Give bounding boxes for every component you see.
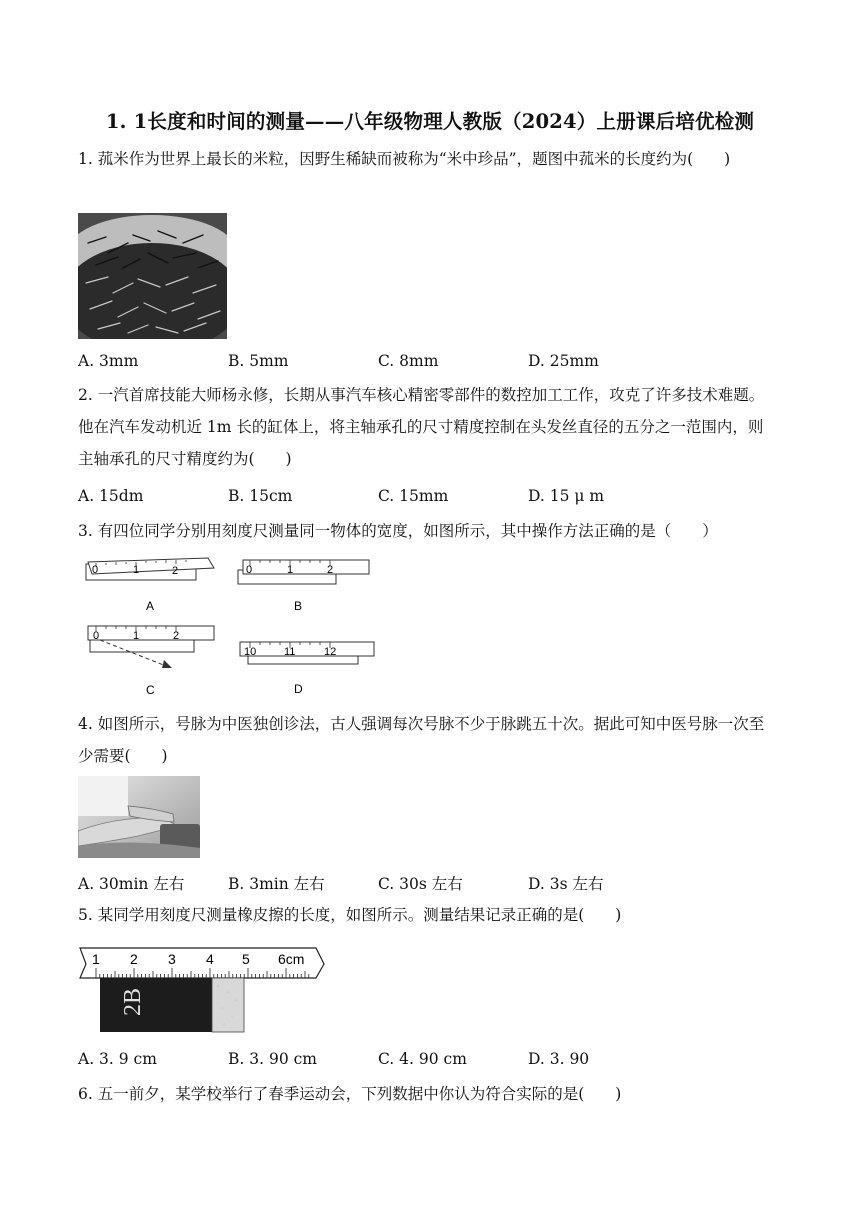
tick-label: 2 — [172, 565, 179, 577]
option-a[interactable]: A. 15dm — [78, 487, 144, 505]
question-6-text: 6. 五一前夕，某学校举行了春季运动会，下列数据中你认为符合实际的是( ) — [78, 1085, 622, 1103]
tick-label: 11 — [284, 646, 296, 658]
tick-label: 1 — [133, 630, 140, 642]
question-3-text: 3. 有四位同学分别用刻度尺测量同一物体的宽度，如图所示，其中操作方法正确的是（ ） — [78, 522, 718, 540]
option-b[interactable]: B. 5mm — [228, 352, 289, 370]
option-b[interactable]: B. 15cm — [228, 487, 293, 505]
figure-a — [86, 558, 214, 613]
tick-label: 0 — [93, 630, 100, 642]
figure-label-c: C — [146, 683, 155, 697]
tick-label: 0 — [246, 564, 253, 576]
figure-label-a: A — [146, 599, 155, 613]
ruler-figure — [78, 552, 398, 702]
option-d[interactable]: D. 3. 90 — [528, 1050, 590, 1068]
tick-label: 12 — [324, 646, 337, 658]
tick-label: 10 — [244, 646, 257, 658]
question-1-options — [78, 352, 778, 376]
option-d[interactable]: D. 25mm — [528, 352, 599, 370]
page-title: 1. 1长度和时间的测量——八年级物理人教版（2024）上册课后培优检测 — [105, 110, 755, 133]
wild-rice-photo — [78, 213, 227, 339]
option-d[interactable]: D. 15 μ m — [528, 487, 605, 505]
tick-label: 2 — [327, 564, 334, 576]
option-d[interactable]: D. 3s 左右 — [528, 875, 604, 893]
option-c[interactable]: C. 4. 90 cm — [378, 1050, 467, 1068]
option-a[interactable]: A. 3mm — [78, 352, 139, 370]
option-c[interactable]: C. 30s 左右 — [378, 875, 463, 893]
question-4-options — [78, 872, 778, 896]
ruler-label: 3 — [168, 951, 176, 967]
option-b[interactable]: B. 3. 90 cm — [228, 1050, 317, 1068]
option-c[interactable]: C. 15mm — [378, 487, 449, 505]
ruler-label: 5 — [242, 951, 250, 967]
option-b[interactable]: B. 3min 左右 — [228, 875, 325, 893]
option-a[interactable]: A. 30min 左右 — [78, 875, 185, 893]
option-a[interactable]: A. 3. 9 cm — [78, 1050, 157, 1068]
question-2-text: 2. 一汽首席技能大师杨永修，长期从事汽车核心精密零部件的数控加工工作，攻克了许多技术难题。他在汽车发动机近 1m 长的缸体上，将主轴承孔的尺寸精度控制在头发丝直径的五分之一范围内，则主轴承孔的尺寸精度约为( ) — [78, 386, 765, 468]
ruler-label: 2 — [130, 951, 138, 967]
figure-b — [238, 560, 369, 613]
ruler-label: 6cm — [278, 951, 305, 967]
question-5-options — [78, 1050, 778, 1074]
ruler-label: 1 — [92, 951, 100, 967]
tick-label: 1 — [287, 564, 294, 576]
question-4-text: 4. 如图所示，号脉为中医独创诊法，古人强调每次号脉不少于脉跳五十次。据此可知中医号脉一次至少需要( ) — [78, 715, 765, 765]
question-5-text: 5. 某同学用刻度尺测量橡皮擦的长度，如图所示。测量结果记录正确的是( ) — [78, 906, 622, 924]
option-c[interactable]: C. 8mm — [378, 352, 439, 370]
eraser-ruler-figure — [78, 944, 326, 1034]
tick-label: 0 — [92, 564, 99, 576]
tick-label: 1 — [133, 564, 140, 576]
question-1-text: 1. 菰米作为世界上最长的米粒，因野生稀缺而被称为“米中珍品”，题图中菰米的长度约为( ) — [78, 150, 731, 168]
figure-label-d: D — [294, 682, 303, 696]
tick-label: 2 — [173, 630, 180, 642]
figure-c — [88, 626, 214, 697]
eraser-text: 2B — [120, 987, 146, 1016]
question-2-options — [78, 487, 778, 511]
ruler-label: 4 — [206, 951, 214, 967]
figure-label-b: B — [294, 599, 303, 613]
figure-d — [240, 642, 374, 696]
pulse-diagnosis-photo — [78, 776, 200, 858]
